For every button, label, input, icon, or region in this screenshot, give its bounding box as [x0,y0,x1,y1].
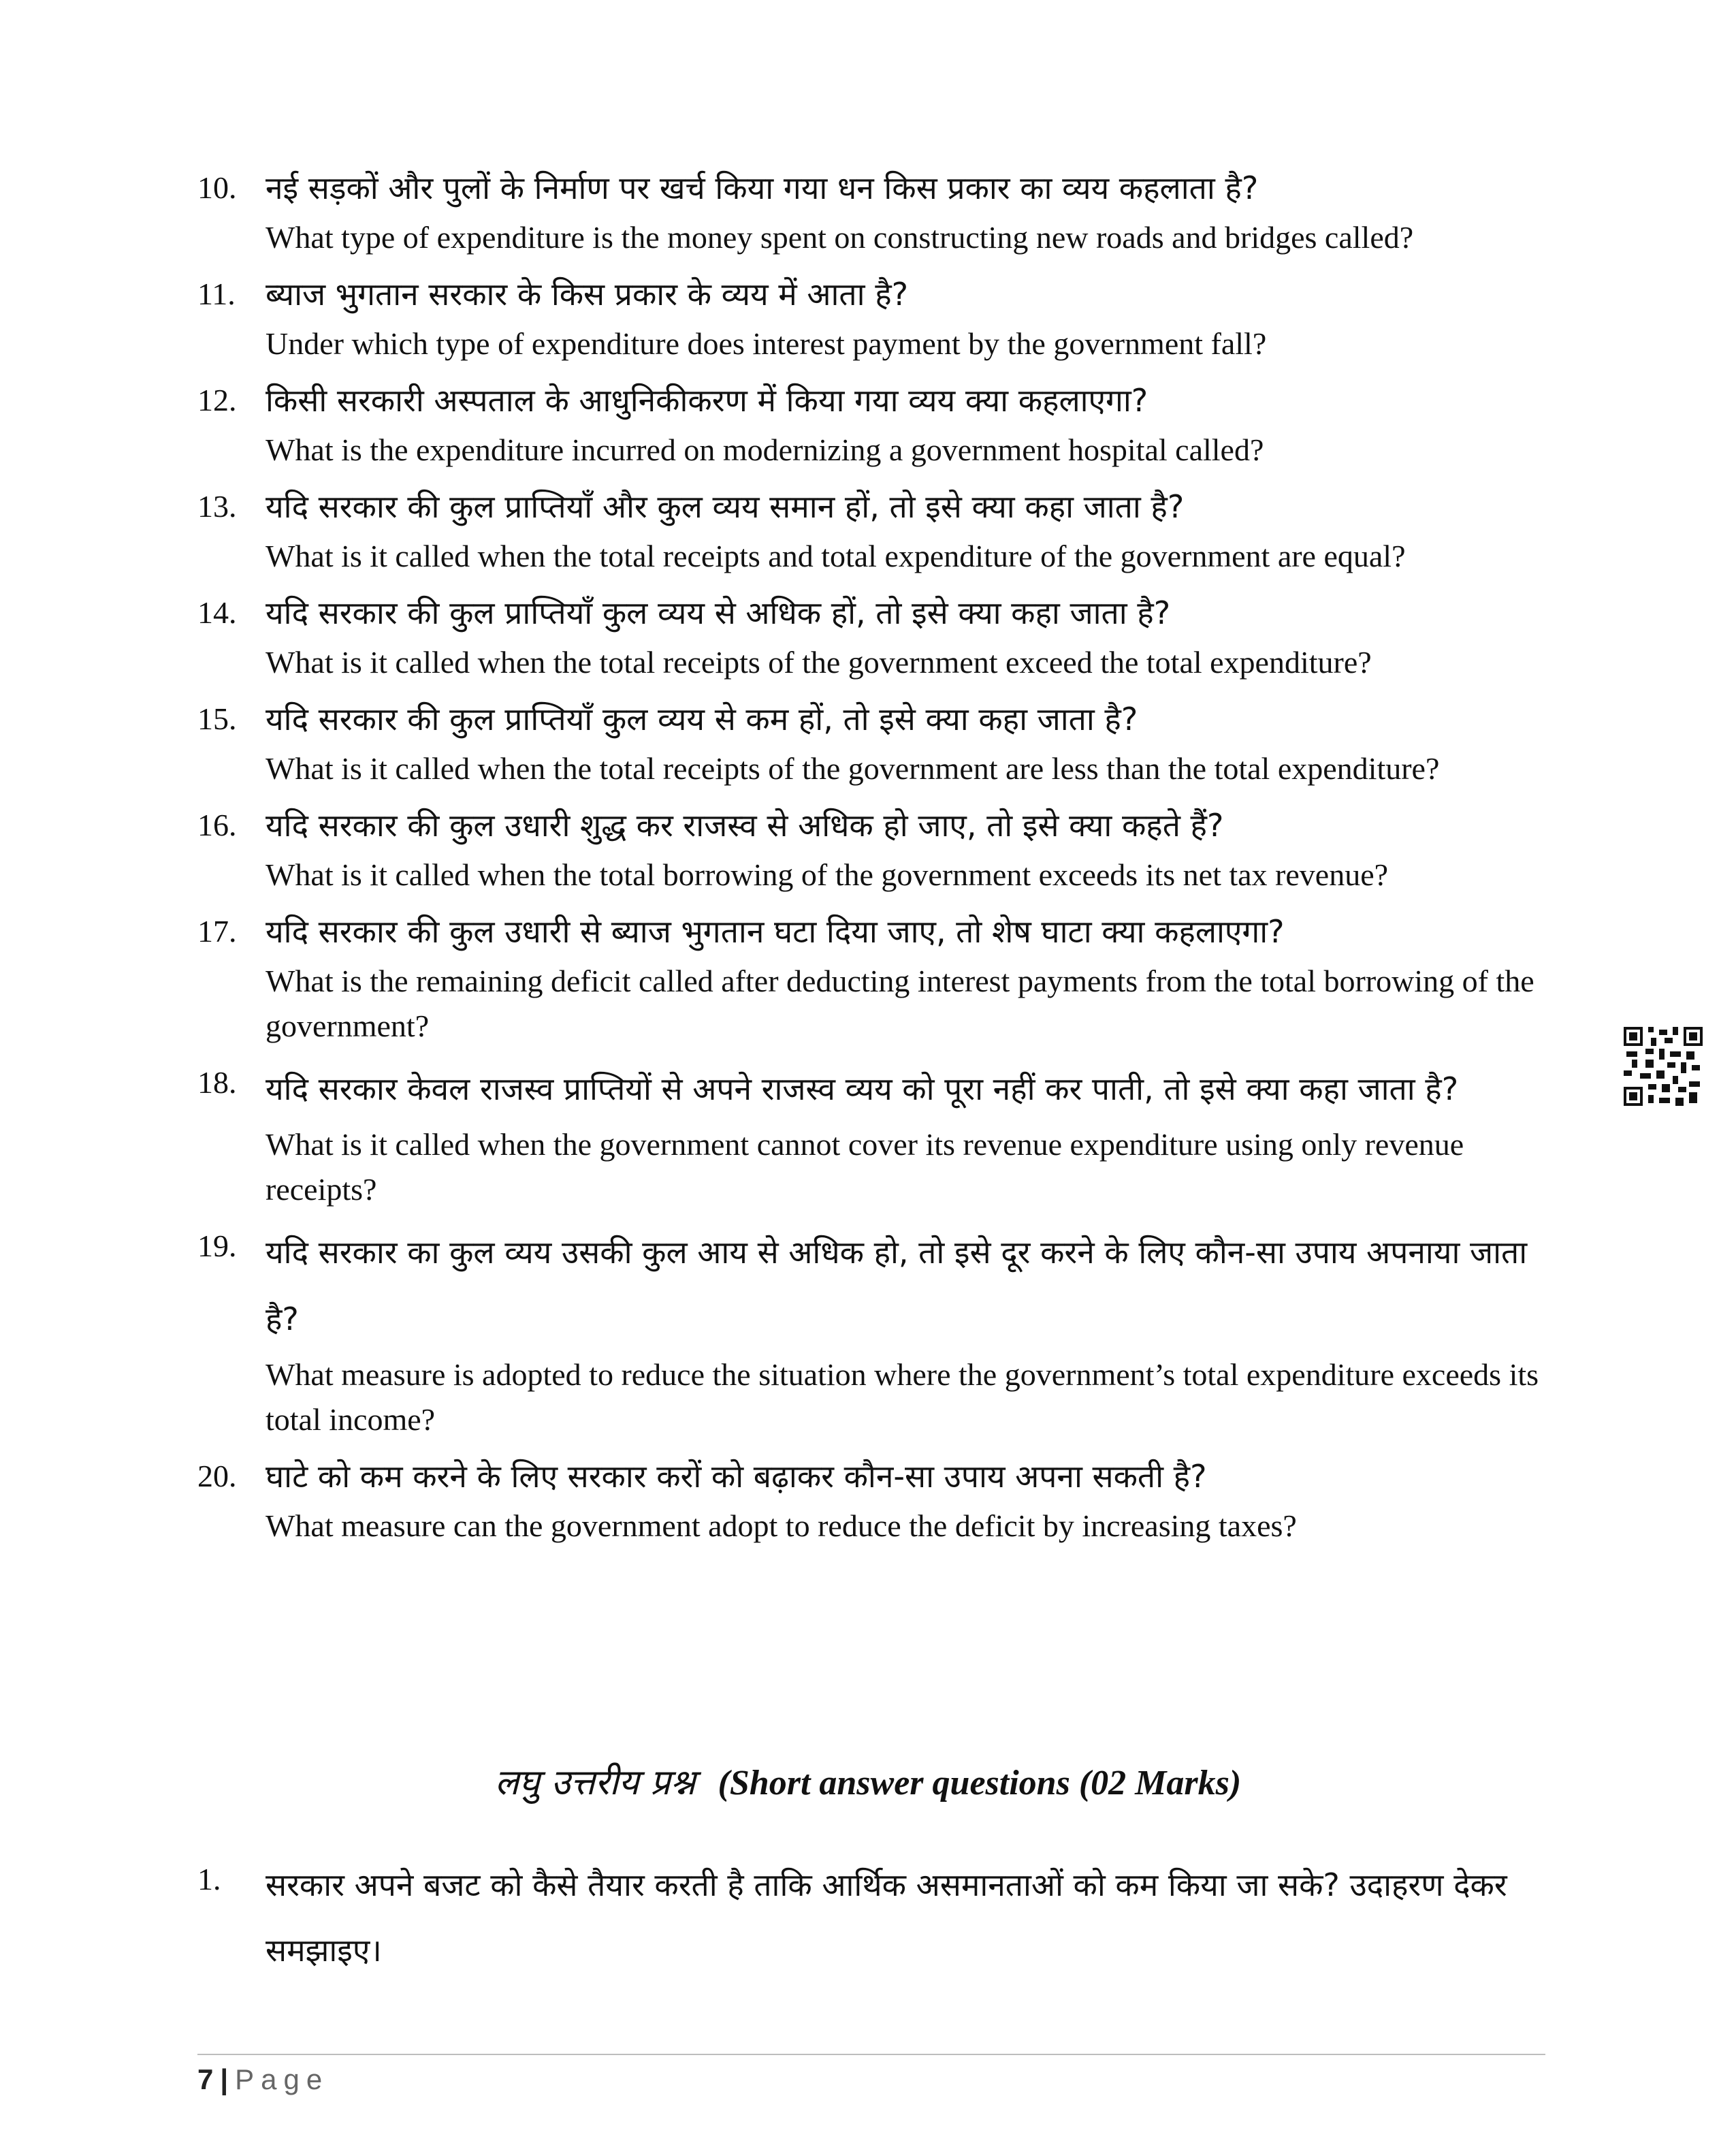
question-11 [197,267,1559,366]
question-number: 12. [197,383,237,417]
question-hindi: घाटे को कम करने के लिए सरकार करों को बढ़ाकर कौन-सा उपाय अपना सकती है? [266,1458,1207,1495]
question-number: 16. [197,808,237,842]
question-hindi: यदि सरकार की कुल प्राप्तियाँ कुल व्यय से अधिक हों, तो इसे क्या कहा जाता है? [266,594,1171,631]
question-hindi: यदि सरकार की कुल प्राप्तियाँ कुल व्यय से कम हों, तो इसे क्या कहा जाता है? [266,701,1138,737]
question-number: 11. [197,276,236,311]
question-number: 15. [197,701,237,736]
question-19 [197,1219,1559,1442]
question-hindi: ब्याज भुगतान सरकार के किस प्रकार के व्यय में आता है? [266,276,909,313]
question-hindi: नई सड़कों और पुलों के निर्माण पर खर्च किया गया धन किस प्रकार का व्यय कहलाता है? [266,170,1259,206]
section-title-english: (Short answer questions (02 Marks) [718,1764,1242,1802]
footer-divider [197,2054,1545,2055]
question-14 [197,586,1559,685]
question-english: Under which type of expenditure does interest payment by the government fall? [266,326,1267,361]
question-number: 10. [197,170,237,205]
question-english: What is the expenditure incurred on modernizing a government hospital called? [266,432,1264,467]
short-answer-question-1 [197,1852,1532,1983]
page-footer [197,2063,329,2096]
question-number: 19. [197,1228,237,1263]
question-english: What is it called when the government cannot cover its revenue expenditure using only revenue receipts? [266,1127,1464,1207]
question-english: What measure is adopted to reduce the situation where the government’s total expenditure exceeds its total income? [266,1357,1539,1437]
question-hindi: किसी सरकारी अस्पताल के आधुनिकीकरण में किया गया व्यय क्या कहलाएगा? [266,382,1148,419]
page-label: Page [235,2063,329,2095]
question-13 [197,479,1559,579]
question-15 [197,692,1559,791]
question-english: What is it called when the total borrowing of the government exceeds its net tax revenue? [266,857,1389,892]
question-list [197,161,1559,1555]
question-english: What is it called when the total receipts and total expenditure of the government are equal? [266,539,1406,573]
question-hindi: यदि सरकार की कुल प्राप्तियाँ और कुल व्यय समान हों, तो इसे क्या कहा जाता है? [266,488,1185,525]
question-20 [197,1449,1559,1548]
section-heading [0,1757,1736,1805]
question-hindi: सरकार अपने बजट को कैसे तैयार करती है ताकि आर्थिक असमानताओं को कम किया जा सके? उदाहरण देकर समझाइए। [266,1866,1507,1969]
short-answer-list [197,1852,1532,1983]
question-hindi: यदि सरकार का कुल व्यय उसकी कुल आय से अधिक हो, तो इसे दूर करने के लिए कौन-सा उपाय अपनाया जाता है? [266,1234,1528,1337]
qr-code-icon [1624,1027,1703,1106]
question-number: 20. [197,1459,237,1493]
section-title-hindi: लघु उत्तरीय प्रश्न [494,1762,696,1803]
footer-separator: | [220,2063,229,2095]
question-hindi: यदि सरकार की कुल उधारी शुद्ध कर राजस्व से अधिक हो जाए, तो इसे क्या कहते हैं? [266,807,1224,844]
question-number: 17. [197,914,237,949]
question-hindi: यदि सरकार केवल राजस्व प्राप्तियों से अपने राजस्व व्यय को पूरा नहीं कर पाती, तो इसे क्या कहा जाता है? [266,1070,1459,1107]
question-english: What is the remaining deficit called after deducting interest payments from the total borrowing of the government? [266,964,1534,1043]
question-english: What is it called when the total receipts of the government exceed the total expenditure? [266,645,1372,680]
page-number: 7 [197,2063,214,2095]
question-12 [197,373,1559,473]
question-number: 14. [197,595,237,630]
question-english: What measure can the government adopt to reduce the deficit by increasing taxes? [266,1508,1297,1543]
question-16 [197,798,1559,897]
question-english: What is it called when the total receipts of the government are less than the total expenditure? [266,751,1440,786]
question-hindi: यदि सरकार की कुल उधारी से ब्याज भुगतान घटा दिया जाए, तो शेष घाटा क्या कहलाएगा? [266,913,1285,950]
question-17 [197,904,1559,1049]
question-number: 13. [197,489,237,524]
question-number: 1. [197,1862,221,1896]
question-number: 18. [197,1065,237,1100]
question-18 [197,1055,1559,1212]
question-english: What type of expenditure is the money spent on constructing new roads and bridges called? [266,220,1414,255]
question-10 [197,161,1559,260]
